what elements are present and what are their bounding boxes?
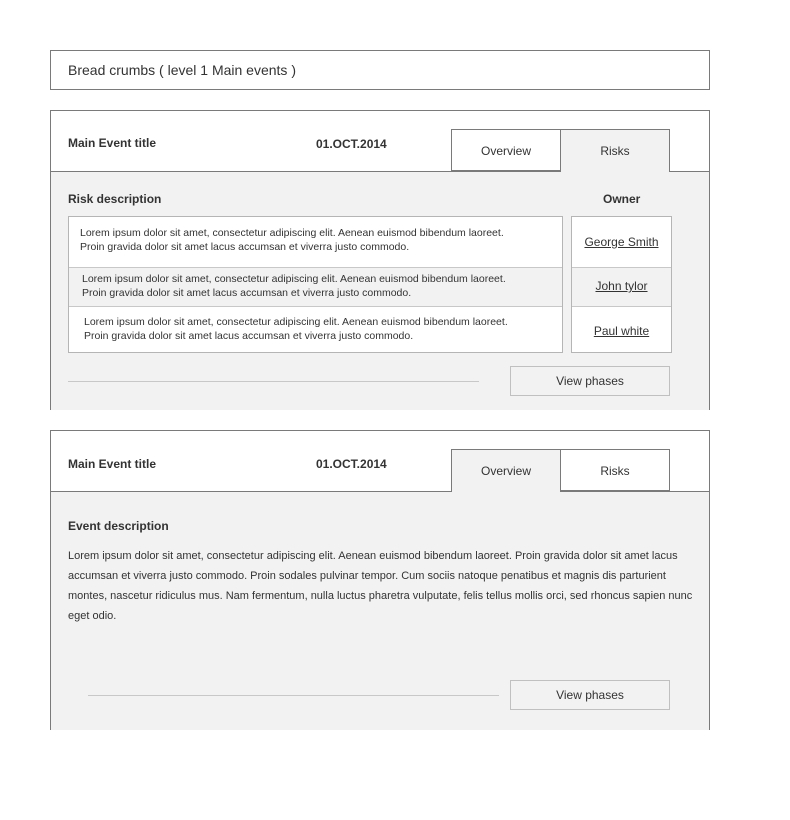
owner-table bbox=[571, 216, 672, 353]
risk-table bbox=[68, 216, 563, 353]
owner-link[interactable]: John tylor bbox=[595, 279, 648, 293]
risk-text-line: Proin gravida dolor sit amet lacus accumsan et viverra justo commodo. bbox=[84, 330, 414, 342]
event-description: Lorem ipsum dolor sit amet, consectetur adipiscing elit. Aenean euismod bibendum laoreet. Proin gravida dolor sit amet lacus accumsan et viverra justo commodo. Proin sodales pulvinar tempor. Cum sociis natoque penatibus et magnis dis parturient montes, nascetur ridiculus mus. Nam fermentum, nulla luctus pharetra vulputate, felis tellus mollis orci, sed rhoncus sapien nunc eget odio. bbox=[68, 550, 693, 622]
tab-risks[interactable]: Risks bbox=[560, 449, 670, 491]
view-phases-button[interactable]: View phases bbox=[510, 366, 670, 396]
tab-overview[interactable]: Overview bbox=[451, 129, 561, 171]
risk-text-line: Proin gravida dolor sit amet lacus accumsan et viverra justo commodo. bbox=[82, 287, 412, 299]
risk-text-line: Proin gravida dolor sit amet lacus accumsan et viverra justo commodo. bbox=[80, 241, 410, 253]
owner-link[interactable]: Paul white bbox=[593, 324, 650, 338]
card-body bbox=[51, 171, 709, 410]
owner-link[interactable]: George Smith bbox=[584, 235, 659, 249]
breadcrumb[interactable]: Bread crumbs ( level 1 Main events ) bbox=[50, 50, 710, 90]
event-title: Main Event title bbox=[68, 457, 157, 471]
table-row bbox=[69, 307, 562, 350]
event-card-overview bbox=[50, 430, 710, 730]
event-date: 01.OCT.2014 bbox=[316, 137, 387, 151]
risk-text-line: Lorem ipsum dolor sit amet, consectetur adipiscing elit. Aenean euismod bibendum laoreet. bbox=[84, 316, 508, 328]
card-body bbox=[51, 491, 709, 730]
risk-text-line: Lorem ipsum dolor sit amet, consectetur adipiscing elit. Aenean euismod bibendum laoreet. bbox=[82, 273, 506, 285]
tab-risks[interactable]: Risks bbox=[560, 129, 670, 172]
table-row bbox=[69, 217, 562, 267]
event-card-risks bbox=[50, 110, 710, 410]
owner-header: Owner bbox=[603, 192, 641, 206]
table-row bbox=[69, 268, 562, 306]
event-date: 01.OCT.2014 bbox=[316, 457, 387, 471]
view-phases-button[interactable]: View phases bbox=[510, 680, 670, 710]
event-title: Main Event title bbox=[68, 136, 157, 150]
table-row bbox=[572, 268, 671, 306]
risk-description-header: Risk description bbox=[68, 192, 162, 206]
event-description-header: Event description bbox=[68, 519, 169, 533]
table-row bbox=[572, 217, 671, 267]
table-row bbox=[572, 307, 671, 350]
risk-text-line: Lorem ipsum dolor sit amet, consectetur adipiscing elit. Aenean euismod bibendum laoreet. bbox=[80, 227, 504, 239]
divider-line bbox=[88, 695, 499, 696]
tab-overview[interactable]: Overview bbox=[451, 449, 561, 492]
divider-line bbox=[68, 381, 479, 382]
